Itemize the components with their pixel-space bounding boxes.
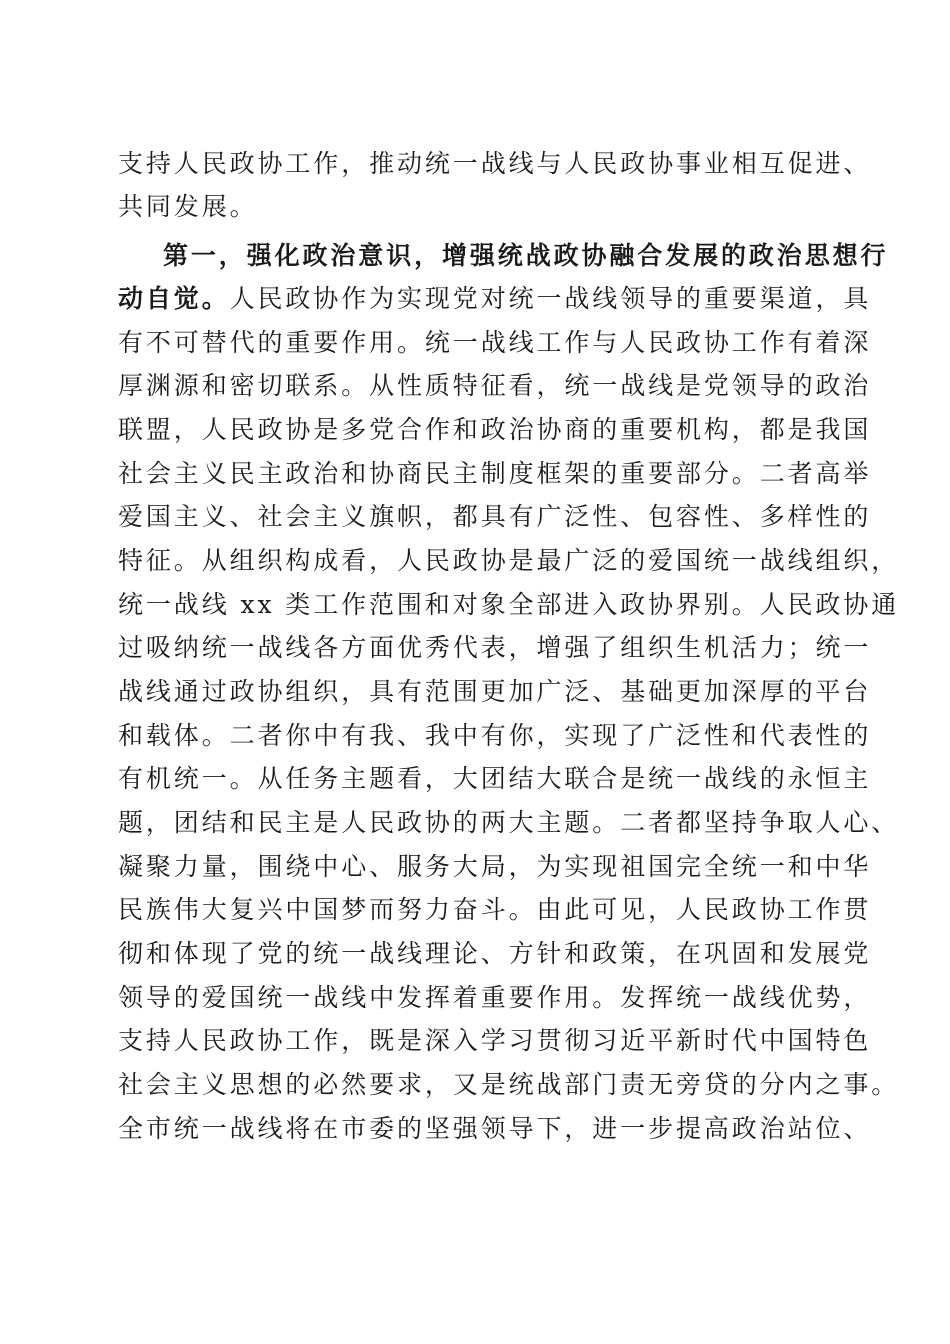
body-line: 民族伟大复兴中国梦而努力奋斗。由此可见，人民政协工作贯 xyxy=(118,895,872,924)
section-heading-line-1: 第一，强化政治意识，增强统战政协融合发展的政治思想行 xyxy=(163,241,889,270)
body-line: 领导的爱国统一战线中发挥着重要作用。发挥统一战线优势， xyxy=(118,983,872,1012)
body-line: 支持人民政协工作，既是深入学习贯彻习近平新时代中国特色 xyxy=(118,1026,872,1055)
body-line: 战线通过政协组织，具有范围更加广泛、基础更加深厚的平台 xyxy=(118,677,872,706)
body-line: 有机统一。从任务主题看，大团结大联合是统一战线的永恒主 xyxy=(118,764,872,793)
body-line: 社会主义思想的必然要求，又是统战部门责无旁贷的分内之事。 xyxy=(118,1070,900,1099)
body-line: 和载体。二者你中有我、我中有你，实现了广泛性和代表性的 xyxy=(118,721,872,750)
body-line: 特征。从组织构成看，人民政协是最广泛的爱国统一战线组织， xyxy=(118,546,900,575)
section-heading-end: 动自觉。 xyxy=(118,284,230,313)
body-line: 有不可替代的重要作用。统一战线工作与人民政协工作有着深 xyxy=(118,328,872,357)
body-line: 凝聚力量，围绕中心、服务大局，为实现祖国完全统一和中华 xyxy=(118,852,872,881)
body-line: 统一战线 xx 类工作范围和对象全部进入政协界别。人民政协通 xyxy=(118,590,900,619)
body-line: 社会主义民主政治和协商民主制度框架的重要部分。二者高举 xyxy=(118,459,872,488)
body-line: 题，团结和民主是人民政协的两大主题。二者都坚持争取人心、 xyxy=(118,808,900,837)
body-line: 全市统一战线将在市委的坚强领导下，进一步提高政治站位、 xyxy=(118,1114,872,1143)
intro-line-2: 共同发展。 xyxy=(118,192,258,221)
section-body-start: 人民政协作为实现党对统一战线领导的重要渠道，具 xyxy=(229,284,872,313)
body-line: 厚渊源和密切联系。从性质特征看，统一战线是党领导的政治 xyxy=(118,371,872,400)
body-line: 联盟，人民政协是多党合作和政治协商的重要机构，都是我国 xyxy=(118,415,872,444)
body-line: 过吸纳统一战线各方面优秀代表，增强了组织生机活力；统一 xyxy=(118,633,872,662)
section-line-2 xyxy=(118,279,871,319)
body-line: 彻和体现了党的统一战线理论、方针和政策，在巩固和发展党 xyxy=(118,939,872,968)
body-line: 爱国主义、社会主义旗帜，都具有广泛性、包容性、多样性的 xyxy=(118,502,872,531)
intro-line-1: 支持人民政协工作，推动统一战线与人民政协事业相互促进、 xyxy=(118,149,872,178)
